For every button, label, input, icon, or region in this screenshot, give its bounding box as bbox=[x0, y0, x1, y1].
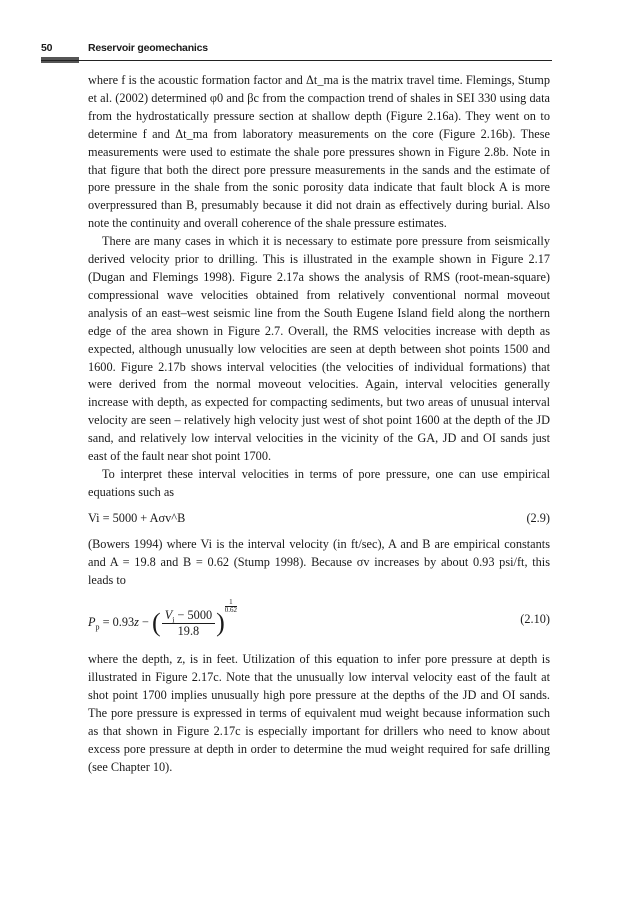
eq-exponent bbox=[225, 599, 237, 614]
paragraph-4-text: (Bowers 1994) where Vi is the interval velocity (in ft/sec), A and B are empirical constants and A = 19.8 and B = 0.62 (Stump 1998). Because σv increases by about 0.93 psi/ft, this leads to bbox=[88, 536, 550, 587]
eq-var-z: z bbox=[134, 615, 139, 630]
eq-minus: − bbox=[142, 615, 149, 630]
equation-2-9 bbox=[88, 508, 550, 532]
paragraph-1 bbox=[88, 72, 550, 233]
eq-left-paren: ( bbox=[152, 608, 161, 638]
eq-exponent-num: 1 bbox=[225, 599, 237, 607]
eq-exponent-den: 0.62 bbox=[224, 606, 238, 615]
eq-rhs-lead: = 0.93 bbox=[102, 615, 135, 630]
equation-2-10 bbox=[88, 599, 550, 641]
running-head: Reservoir geomechanics bbox=[88, 42, 208, 54]
equation-2-9-number: (2.9) bbox=[526, 510, 550, 525]
paragraph-5-text: where the depth, z, is in feet. Utilization of this equation to infer pore pressure at depth is illustrated in Figure 2.17c. Note that the unusually low interval velocity east of the fault at shot point 1700 implies unusually high pore pressure at the depths of the JD and OI sands. The pore pressure is expressed in terms of equivalent mud weight because information such as that shown in Figure 2.17c is especially important for drillers who need to know about excess pore pressure at depth in order to determine the mud weight required for safe drilling (see Chapter 10). bbox=[88, 652, 550, 774]
paragraph-3-text: To interpret these interval velocities in terms of pore pressure, one can use empirical equations such as bbox=[88, 466, 550, 499]
eq-numerator: − 5000 bbox=[177, 608, 213, 623]
paragraph-3 bbox=[88, 466, 550, 502]
paragraph-2 bbox=[88, 233, 550, 466]
equation-2-9-expression: Vi = 5000 + Aσv^B bbox=[88, 510, 186, 525]
eq-fraction: $\frac{V_i - 5000}{19.8}$ bbox=[162, 608, 215, 639]
eq-denominator: 19.8 bbox=[177, 624, 200, 639]
body-text bbox=[88, 72, 550, 777]
paragraph-4 bbox=[88, 536, 550, 590]
page-number: 50 bbox=[41, 42, 53, 54]
paragraph-2-text: There are many cases in which it is necessary to estimate pore pressure from seismically derived velocity prior to drilling. This is illustrated in the example shown in Figure 2.17 (Dugan and Flemings 1998). Figure 2.17a shows the analysis of RMS (root-mean-square) compressional wave velocities obtained from relatively conventional normal moveout analysis of an east–west seismic line from the South Eugene Island field along the northern edge of the area shown in Figure 2.7. Overall, the RMS velocities increase with depth as expected, although unusually low velocities are seen at depth between shot points 1500 and 1600. Figure 2.17b shows interval velocities (the velocities of individual formations) that were derived from the normal moveout velocities. Again, interval velocities generally increase with depth, as expected for compacting sediments, but two areas of unusual interval velocity are seen – relatively high velocity just west of shot point 1600 at the depth of the JD sand, and relatively low interval velocities in the vicinity of the GA, JD and OI sands just east of the fault near shot point 1700. bbox=[88, 234, 550, 464]
equation-2-10-expression bbox=[88, 599, 237, 639]
equation-2-10-number: (2.10) bbox=[520, 612, 550, 627]
header-rule bbox=[41, 60, 552, 61]
eq-right-paren: ) bbox=[216, 608, 225, 638]
eq-lhs: P bbox=[88, 615, 96, 630]
paragraph-1-text: where f is the acoustic formation factor and Δt_ma is the matrix travel time. Flemings, Stump et al. (2002) determined φ0 and βc from the compaction trend of shales in SEI 330 using data from the hydrostatically pressure section at shallow depth (Figure 2.16a). They went on to determine f and Δt_ma from laboratory measurements on the core (Figure 2.16b). These measurements were used to estimate the shale pore pressures shown in Figure 2.8b. Note in that figure that both the direct pore pressure measurements in the sands and the estimate of pore pressure in the shale from the sonic porosity data indicate that fault block A is more overpressured than B, presumably because it did not drain as effectively during burial. Also note the continuity and overall coherence of the shale pressure estimates. bbox=[88, 73, 550, 231]
page-header bbox=[41, 42, 552, 64]
paragraph-5 bbox=[88, 651, 550, 776]
eq-lhs-sub: p bbox=[95, 622, 100, 632]
